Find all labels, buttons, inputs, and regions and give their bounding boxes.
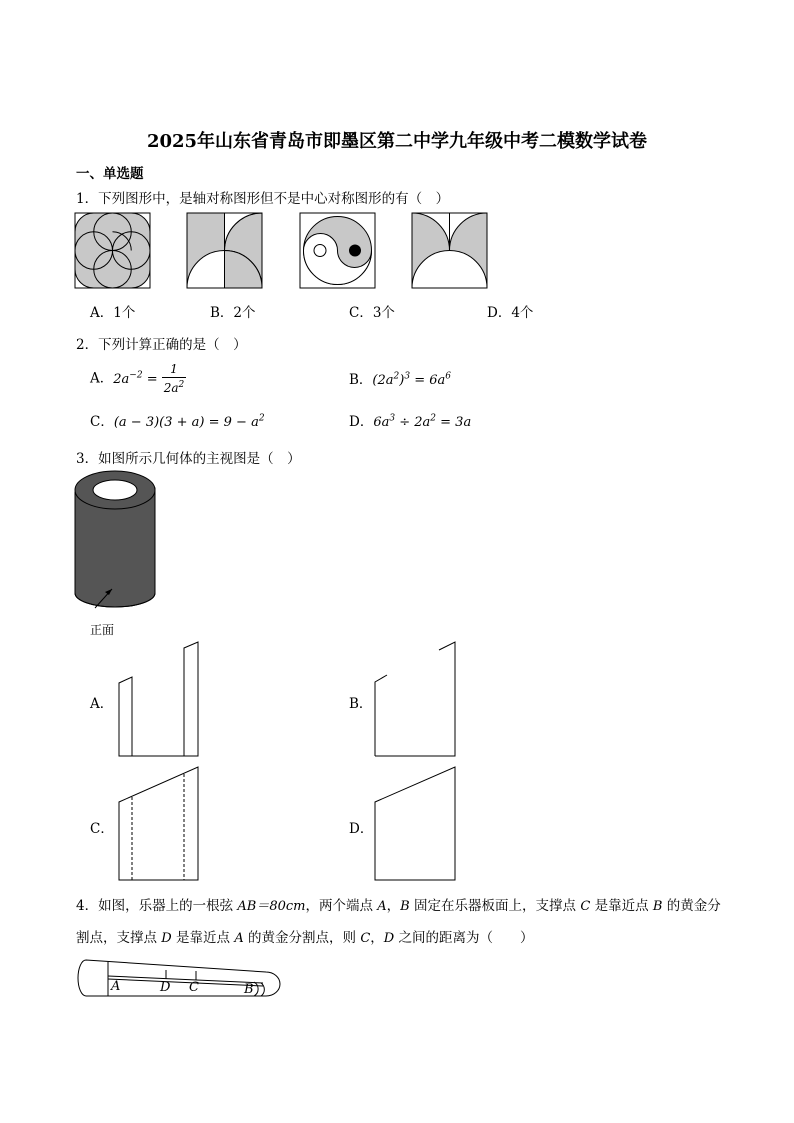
q2-b-close: ) bbox=[399, 373, 405, 388]
q4-label-a: A bbox=[111, 979, 121, 994]
q1-figure-b bbox=[187, 213, 263, 289]
q2-a-eq: = bbox=[142, 371, 162, 387]
q4-comma2: ， bbox=[370, 930, 384, 946]
q3-solid-figure bbox=[70, 468, 170, 618]
q2-b-outer-exp: 3 bbox=[404, 371, 411, 382]
q4-line1-b: ，两个端点 bbox=[305, 898, 378, 914]
q1-option-d[interactable]: D．4个 bbox=[487, 305, 534, 321]
q4-line1-d: 是靠近点 bbox=[590, 898, 653, 914]
q2-c-exp: 2 bbox=[258, 413, 265, 424]
q4-line2-d: 之间的距离为（ ） bbox=[394, 930, 534, 946]
q4-line2-a: 割点，支撑点 bbox=[76, 930, 162, 946]
q4-line1-a: 4．如图，乐器上的一根弦 bbox=[76, 898, 238, 914]
q2-option-d[interactable] bbox=[349, 410, 471, 430]
q1-figure-a bbox=[75, 213, 151, 289]
q2-a-den-exp: 2 bbox=[178, 380, 185, 390]
q4-pt-b2: B bbox=[652, 899, 663, 914]
q2-b-rhs: = 6a bbox=[410, 373, 446, 388]
q4-ab-expr: AB＝80cm bbox=[237, 899, 306, 914]
section-heading: 一、单选题 bbox=[76, 166, 144, 182]
q2-option-b-label: B． bbox=[349, 372, 373, 388]
q4-label-b: B bbox=[244, 982, 254, 997]
page-title: 2025年山东省青岛市即墨区第二中学九年级中考二模数学试卷 bbox=[146, 131, 648, 152]
q1-option-b[interactable]: B．2个 bbox=[210, 305, 256, 321]
q4-pt-d2: D bbox=[383, 931, 395, 946]
q3-option-b[interactable]: B． bbox=[349, 696, 373, 712]
q4-pt-c2: C bbox=[360, 931, 371, 946]
q2-option-d-label: D． bbox=[349, 414, 374, 430]
q4-comma: ， bbox=[386, 898, 401, 914]
q3-option-c-figure[interactable] bbox=[118, 766, 200, 882]
q4-pt-a2: A bbox=[234, 931, 244, 946]
q2-b-inner-exp: 2 bbox=[393, 371, 400, 382]
q1-option-c[interactable]: C．3个 bbox=[349, 305, 395, 321]
q3-option-d-figure[interactable] bbox=[373, 766, 457, 882]
q4-pt-a: A bbox=[377, 899, 387, 914]
q3-option-a-figure[interactable] bbox=[118, 642, 200, 758]
q2-stem: 2．下列计算正确的是（ ） bbox=[76, 337, 247, 353]
q4-stem-line2 bbox=[76, 926, 534, 946]
q2-a-exp: −2 bbox=[129, 370, 143, 381]
q2-d-exp1: 3 bbox=[389, 413, 396, 424]
q3-option-d[interactable]: D． bbox=[349, 821, 374, 837]
q2-d-exp2: 2 bbox=[430, 413, 437, 424]
q4-pt-d: D bbox=[161, 931, 172, 946]
q3-option-c[interactable]: C． bbox=[90, 821, 114, 837]
q2-option-a-label: A． bbox=[90, 370, 114, 387]
q2-option-a[interactable] bbox=[90, 362, 186, 396]
q2-b-open: (2a bbox=[372, 373, 394, 388]
q4-line2-c: 的黄金分割点，则 bbox=[243, 930, 361, 946]
q2-b-rhs-exp: 6 bbox=[445, 371, 451, 382]
q4-label-c: C bbox=[189, 980, 199, 995]
q2-a-den: 2a bbox=[163, 381, 179, 395]
q2-d-rhs: = 3a bbox=[436, 415, 472, 430]
q1-figure-d bbox=[412, 213, 488, 289]
q2-a-left: 2a bbox=[113, 371, 130, 387]
q2-d-expr2: ÷ 2a bbox=[395, 415, 431, 430]
q1-stem: 1．下列图形中，是轴对称图形但不是中心对称图形的有（ ） bbox=[76, 191, 450, 207]
q3-option-b-figure[interactable] bbox=[373, 642, 457, 758]
q4-instrument-figure bbox=[78, 958, 288, 998]
q4-pt-b: B bbox=[400, 899, 410, 914]
q4-line2-b: 是靠近点 bbox=[171, 930, 235, 946]
q3-front-label: 正面 bbox=[90, 623, 115, 637]
q2-option-c[interactable] bbox=[90, 410, 265, 430]
q3-stem: 3．如图所示几何体的主视图是（ ） bbox=[76, 451, 301, 467]
q2-d-expr1: 6a bbox=[373, 415, 390, 430]
q4-pt-c: C bbox=[580, 899, 591, 914]
q1-option-a[interactable]: A．1个 bbox=[90, 305, 136, 321]
q2-a-num: 1 bbox=[162, 362, 187, 378]
q2-option-c-label: C． bbox=[90, 414, 114, 430]
q4-line1-e: 的黄金分 bbox=[662, 898, 721, 914]
q2-c-expr: (a − 3)(3 + a) = 9 − a bbox=[113, 415, 259, 430]
q4-stem-line1 bbox=[76, 894, 721, 914]
q1-figure-c bbox=[300, 213, 376, 289]
q4-label-d: D bbox=[160, 980, 171, 995]
q3-option-a[interactable]: A． bbox=[90, 696, 114, 712]
q2-option-b[interactable] bbox=[349, 368, 451, 388]
q4-line1-c: 固定在乐器板面上，支撑点 bbox=[409, 898, 581, 914]
